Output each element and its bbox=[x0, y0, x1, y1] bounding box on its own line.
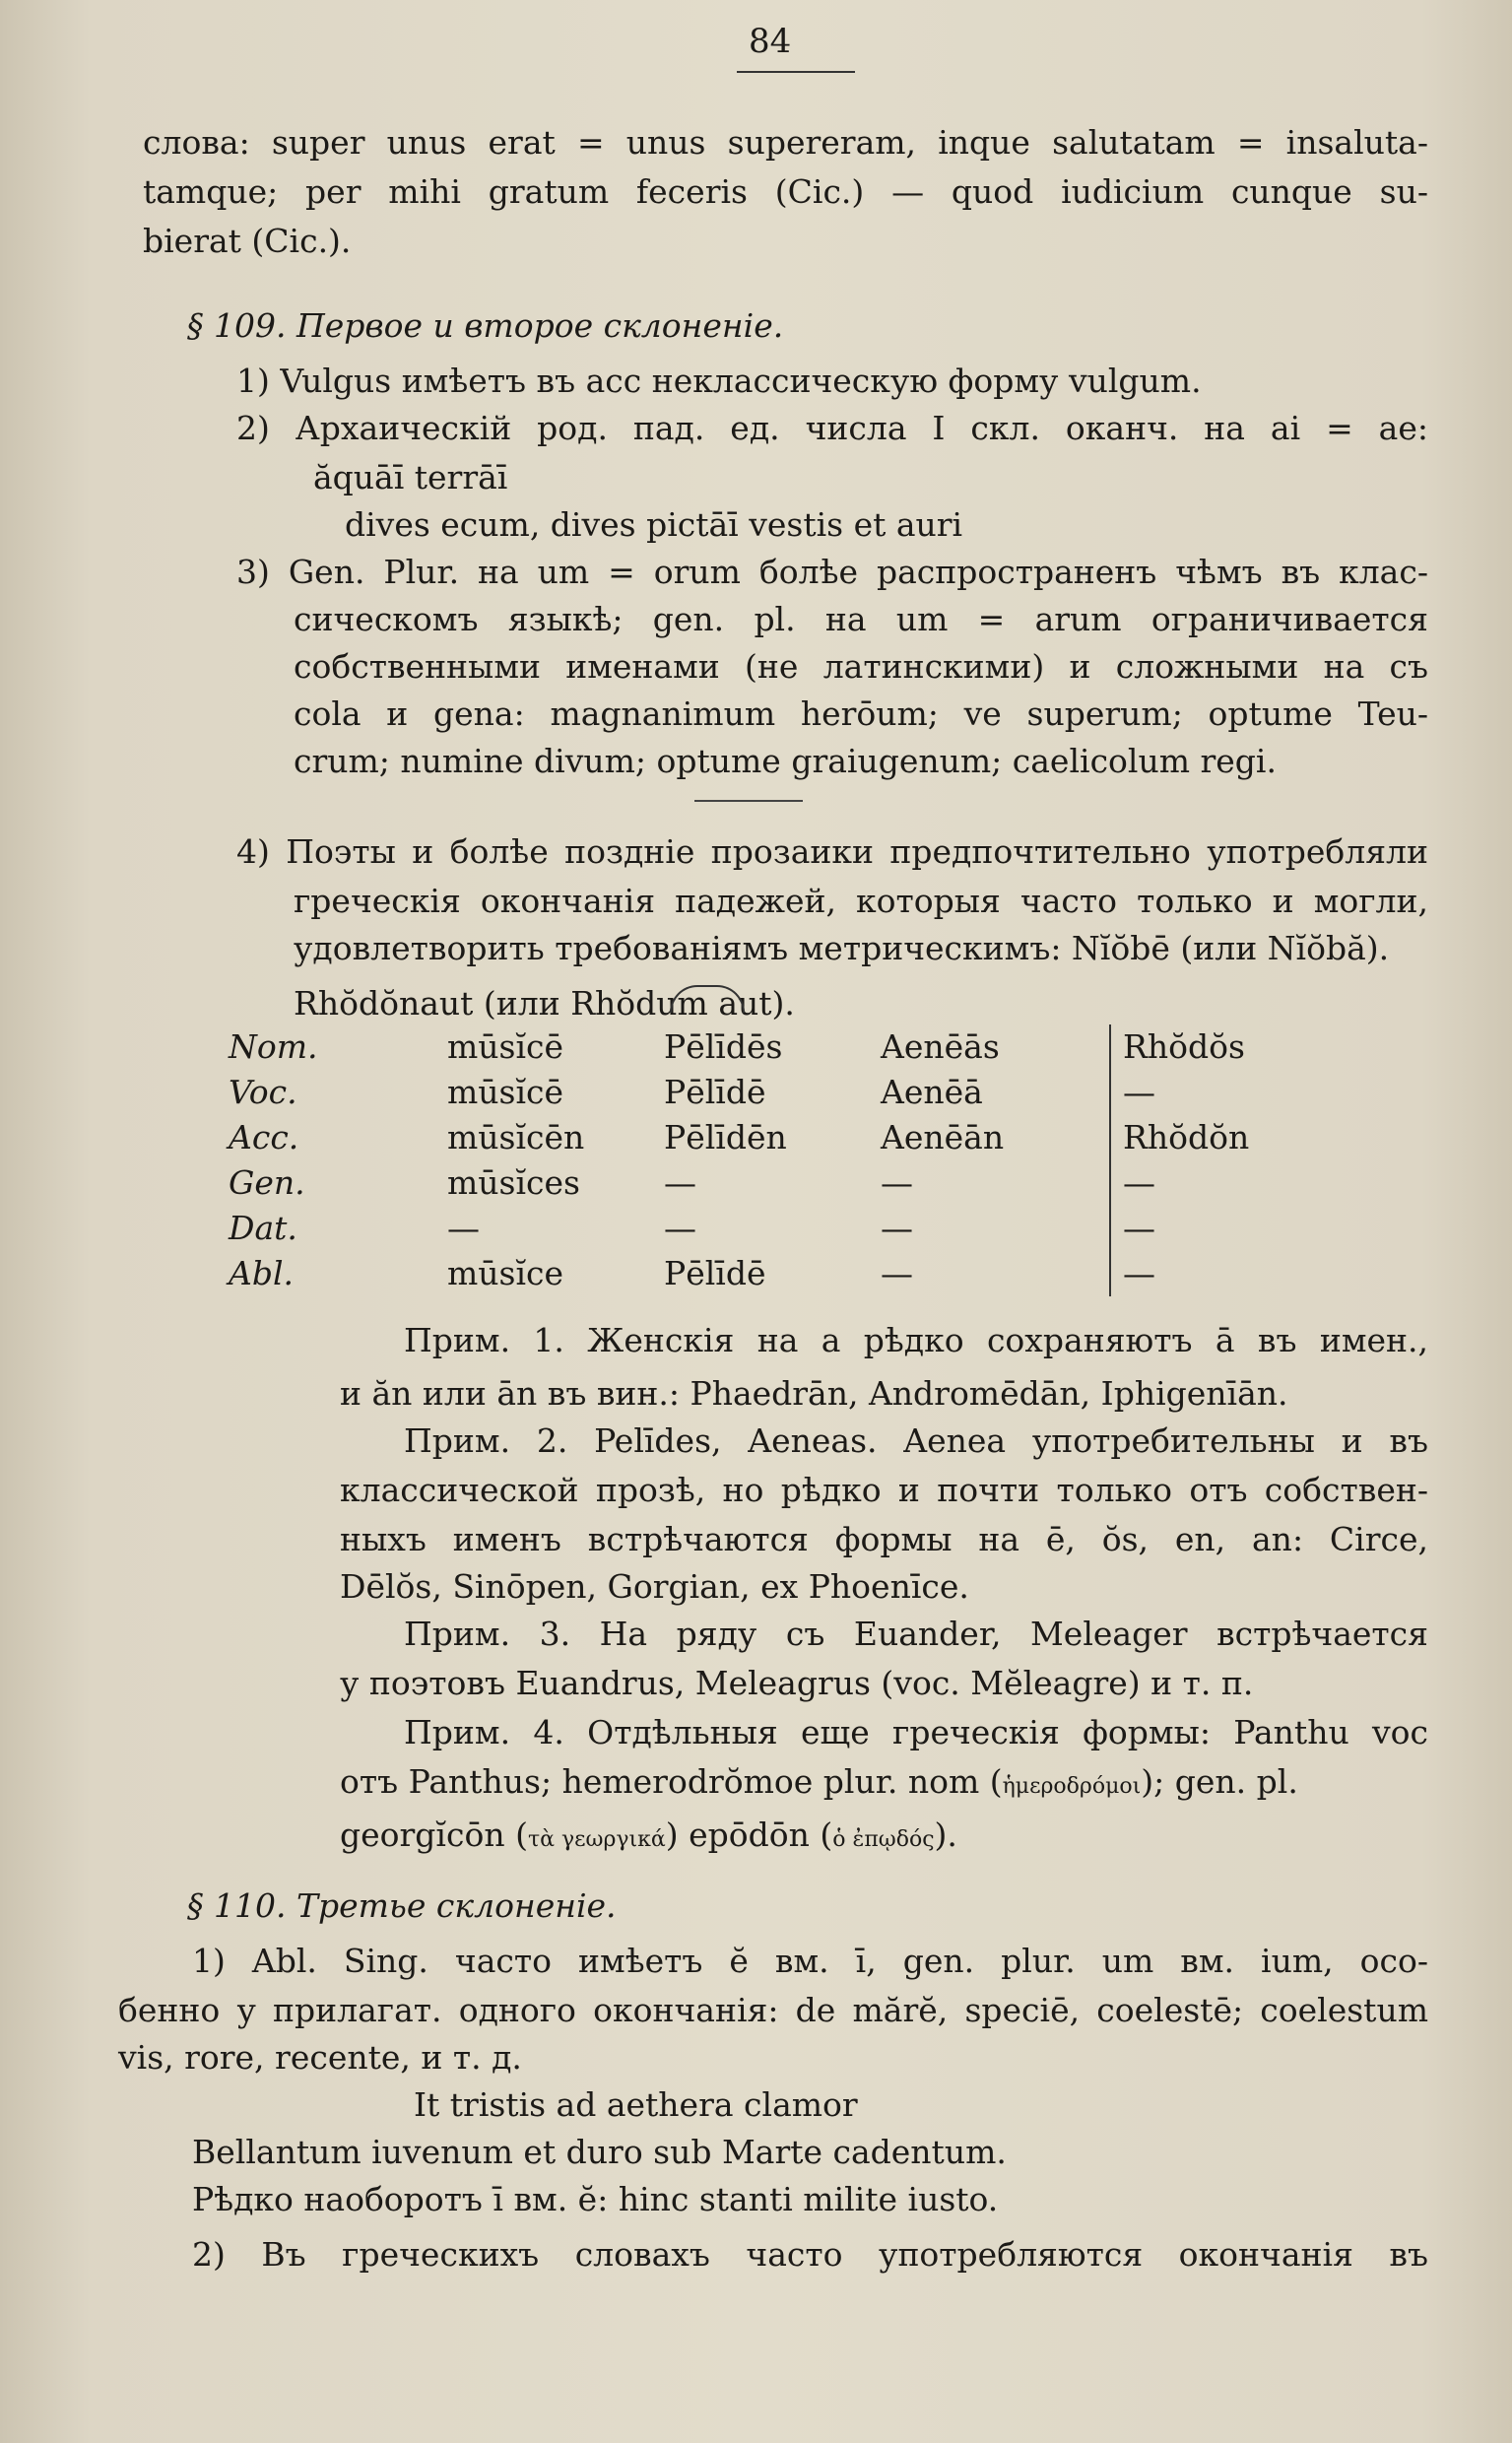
s109-item-2-example-a: ăquāī terrāī bbox=[313, 458, 508, 496]
table-cell: Rhŏdŏn bbox=[1123, 1118, 1250, 1156]
table-cell: — bbox=[447, 1209, 480, 1247]
s109-item-4-line-3: удовлетворить требованіямъ метрическимъ: Nĭŏbē (или Nĭŏbă). bbox=[294, 929, 1390, 967]
header-rule bbox=[737, 71, 855, 73]
note-3-line-1: Прим. 3. На ряду съ Euander, Meleager встрѣчается bbox=[404, 1615, 1428, 1653]
s109-item-4-line-1: 4) Поэты и болѣе поздніе прозаики предпочтительно употребляли bbox=[236, 832, 1428, 871]
table-cell: — bbox=[1123, 1163, 1155, 1202]
s109-item-2: 2) Архаическій род. пад. ед. числа I скл. оканч. на ai = ae: bbox=[236, 409, 1428, 447]
case-label: Acc. bbox=[229, 1118, 299, 1156]
quote-line-2: Bellantum iuvenum et duro sub Marte cadentum. bbox=[192, 2133, 1007, 2171]
note-1-line-1: Прим. 1. Женскія на a рѣдко сохраняютъ ā въ имен., bbox=[404, 1321, 1428, 1359]
page-number: 84 bbox=[749, 22, 792, 61]
table-cell: Pēlīdē bbox=[664, 1073, 766, 1111]
table-cell: mūsĭce bbox=[447, 1254, 564, 1292]
table-cell: mūsĭcē bbox=[447, 1073, 564, 1111]
case-label: Nom. bbox=[229, 1027, 318, 1066]
table-cell: mūsĭcē bbox=[447, 1027, 564, 1066]
table-divider bbox=[1109, 1024, 1111, 1296]
note-3-line-2: у поэтовъ Euandrus, Meleagrus (voc. Mĕleagre) и т. п. bbox=[340, 1664, 1254, 1702]
note-2-line-1: Прим. 2. Pelīdes, Aeneas. Aenea употребительны и въ bbox=[404, 1421, 1428, 1460]
table-cell: — bbox=[664, 1163, 696, 1202]
table-cell: Aenēās bbox=[881, 1027, 1000, 1066]
note-4-line-3-part-a: georgĭcōn ( bbox=[340, 1816, 528, 1854]
s109-item-1: 1) Vulgus имѣетъ въ acc неклассическую форму vulgum. bbox=[236, 362, 1202, 400]
table-cell: — bbox=[664, 1209, 696, 1247]
table-cell: — bbox=[1123, 1073, 1155, 1111]
s110-item-2-line-1: 2) Въ греческихъ словахъ часто употребляются окончанія въ bbox=[192, 2235, 1428, 2274]
table-cell: — bbox=[881, 1254, 913, 1292]
table-cell: Aenēān bbox=[881, 1118, 1005, 1156]
s109-item-4-line-2: греческія окончанія падежей, которыя часто только и могли, bbox=[294, 882, 1428, 920]
note-4-line-3-part-b: ) epōdōn ( bbox=[665, 1816, 833, 1854]
note-4-line-3-part-c: ). bbox=[934, 1816, 957, 1854]
intro-line-2: tamque; per mihi gratum feceris (Cic.) — quod iudicium cunque su- bbox=[143, 172, 1428, 211]
table-cell: — bbox=[881, 1209, 913, 1247]
note-1-line-2: и ăn или ān въ вин.: Phaedrān, Andromēdān, Iphigenīān. bbox=[340, 1374, 1288, 1413]
table-cell: — bbox=[881, 1163, 913, 1202]
s109-item-3-line-2: сическомъ языкѣ; gen. pl. на um = arum ограничивается bbox=[294, 600, 1428, 638]
s110-item-1-line-2: бенно у прилагат. одного окончанія: de mărĕ, speciē, coelestē; coelestum bbox=[118, 1991, 1428, 2029]
s110-item-1-line-3: vis, rore, recente, и т. д. bbox=[118, 2038, 522, 2077]
note-2-line-4: Dēlŏs, Sinōpen, Gorgian, ex Phoenīce. bbox=[340, 1567, 969, 1606]
s109-item-3-line-3: собственными именами (не латинскими) и сложными на съ bbox=[294, 647, 1428, 686]
s109-item-4-line-4: Rhŏdŏnaut (или Rhŏdum aut). bbox=[294, 984, 795, 1023]
note-4-line-2-part-a: отъ Panthus; hemerodrŏmoe plur. nom ( bbox=[340, 1762, 1003, 1801]
s109-item-2-example-b: dives ecum, dives pictāī vestis et auri bbox=[345, 505, 963, 544]
section-divider bbox=[694, 800, 803, 802]
table-cell: mūsĭcēn bbox=[447, 1118, 585, 1156]
note-4-line-1: Прим. 4. Отдѣльныя еще греческія формы: Panthu voc bbox=[404, 1713, 1428, 1751]
s110-item-1-line-4: Рѣдко наоборотъ ī вм. ĕ: hinc stanti milite iusto. bbox=[192, 2180, 999, 2218]
section-110-heading: § 110. Третье склоненіе. bbox=[187, 1886, 617, 1925]
section-109-heading: § 109. Первое и второе склоненіе. bbox=[187, 306, 784, 345]
note-2-line-3: ныхъ именъ встрѣчаются формы на ē, ŏs, en, an: Circe, bbox=[340, 1520, 1428, 1558]
s109-item-3-line-4: cola и gena: magnanimum herōum; ve superum; optume Teu- bbox=[294, 694, 1428, 733]
greek-word: ἡμεροδρόμοι bbox=[1002, 1774, 1142, 1799]
s109-item-3-line-5: crum; numine divum; optume graiugenum; caelicolum regi. bbox=[294, 742, 1277, 780]
case-label: Abl. bbox=[229, 1254, 294, 1292]
greek-word: ὁ ἐπῳδός bbox=[832, 1827, 935, 1852]
table-cell: mūsĭces bbox=[447, 1163, 580, 1202]
note-2-line-2: классической прозѣ, но рѣдко и почти только отъ собствен- bbox=[340, 1471, 1428, 1509]
intro-line-1: слова: super unus erat = unus supereram, inque salutatam = insaluta- bbox=[143, 123, 1428, 162]
note-4-line-3 bbox=[340, 1813, 957, 1863]
case-label: Dat. bbox=[229, 1209, 297, 1247]
table-cell: Pēlīdē bbox=[664, 1254, 766, 1292]
table-cell: Pēlīdēs bbox=[664, 1027, 783, 1066]
case-label: Gen. bbox=[229, 1163, 305, 1202]
quote-line-1: It tristis ad aethera clamor bbox=[414, 2085, 858, 2124]
table-cell: Pēlīdēn bbox=[664, 1118, 787, 1156]
greek-word: τὰ γεωργικά bbox=[527, 1827, 666, 1852]
table-cell: — bbox=[1123, 1254, 1155, 1292]
s110-item-1-line-1: 1) Abl. Sing. часто имѣетъ ĕ вм. ī, gen. plur. um вм. ium, осо- bbox=[192, 1942, 1428, 1980]
s109-item-3-line-1: 3) Gen. Plur. на um = orum болѣе распространенъ чѣмъ въ клас- bbox=[236, 553, 1428, 591]
case-label: Voc. bbox=[229, 1073, 297, 1111]
intro-line-3: bierat (Cic.). bbox=[143, 222, 352, 260]
note-4-line-2-part-b: ); gen. pl. bbox=[1141, 1762, 1298, 1801]
table-cell: Rhŏdŏs bbox=[1123, 1027, 1245, 1066]
table-cell: — bbox=[1123, 1209, 1155, 1247]
note-4-line-2 bbox=[340, 1759, 1298, 1810]
table-cell: Aenēā bbox=[881, 1073, 983, 1111]
